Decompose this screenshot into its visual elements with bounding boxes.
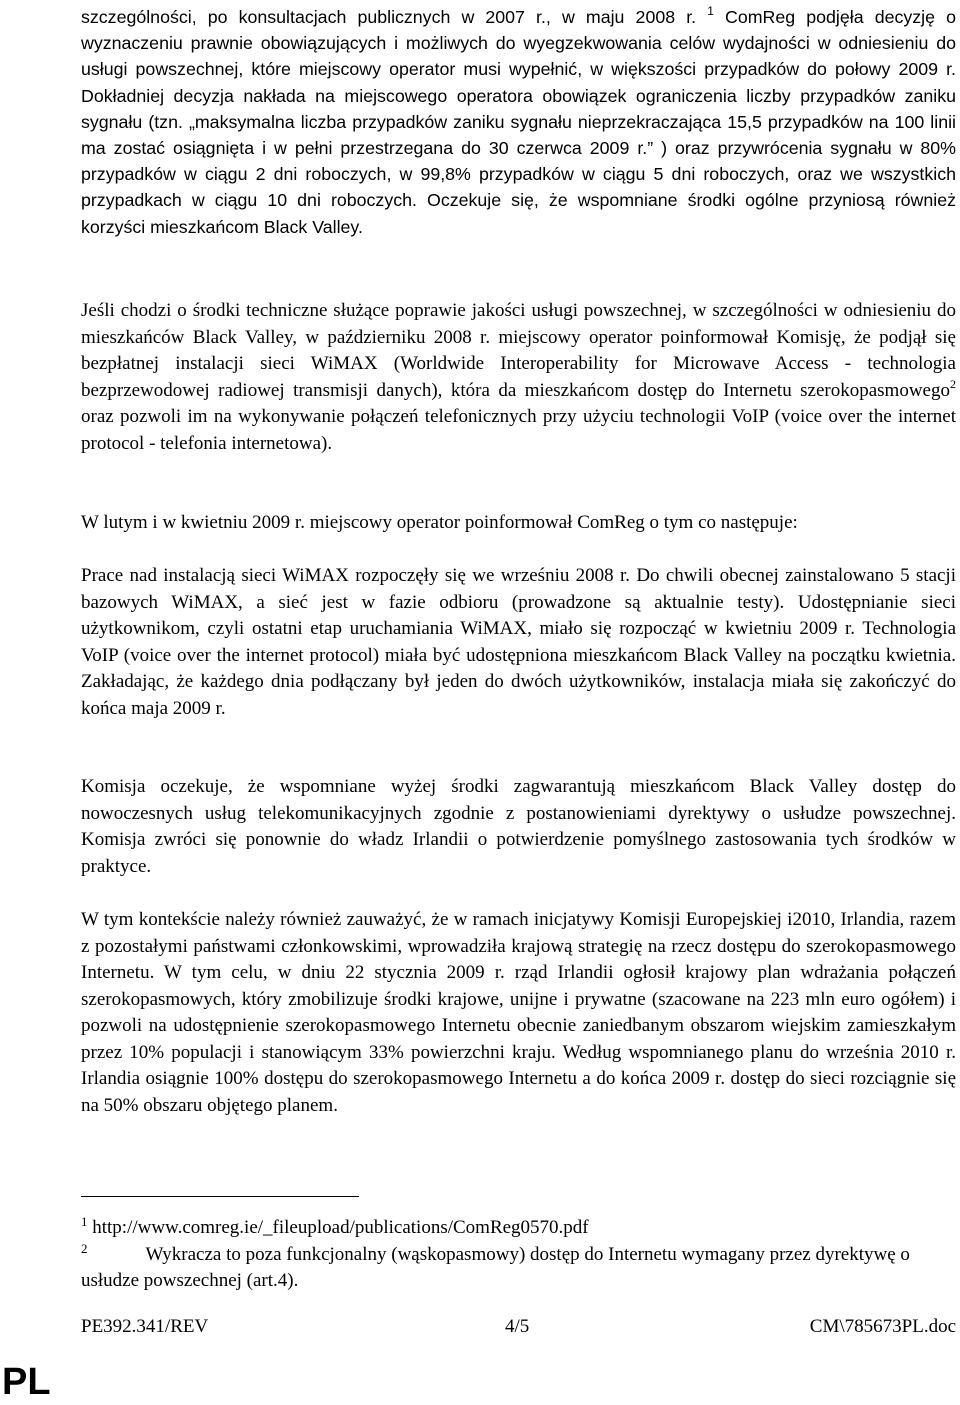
- language-mark: PL: [2, 1361, 51, 1403]
- footnote-text: Wykracza to poza funkcjonalny (wąskopasmowy) dostęp do Internetu wymagany przez dyrektywę o usłudze powszechnej (art.4).: [81, 1244, 910, 1291]
- footnote-number: 2: [81, 1241, 88, 1256]
- paragraph-commission-expectation: Komisja oczekuje, że wspomniane wyżej środki zagwarantują mieszkańcom Black Valley dostęp do nowoczesnych usług telekomunikacyjnych zgodnie z postanowieniami dyrektywy o usłudze powszechnej. Komisja zwróci się ponownie do władz Irlandii o potwierdzenie pomyślnego zastosowania tych środków w praktyce.: [81, 776, 956, 877]
- footnote-separator: [81, 1196, 359, 1197]
- paragraph-operator-report: W lutym i w kwietniu 2009 r. miejscowy operator poinformował ComReg o tym co następuje:: [81, 512, 798, 533]
- footnote-number: 1: [81, 1214, 88, 1229]
- footer-doc-ref: PE392.341/REV: [81, 1316, 209, 1337]
- paragraph-text: szczególności, po konsultacjach publicznych w 2007 r., w maju 2008 r.: [81, 7, 697, 27]
- footer-page-number: 4/5: [505, 1316, 530, 1337]
- footnote-link[interactable]: http://www.comreg.ie/_fileupload/publications/ComReg0570.pdf: [92, 1217, 589, 1238]
- paragraph-text: ComReg podjęła decyzję o wyznaczeniu prawnie obowiązujących i możliwych do wyegzekwowania celów wydajności w odniesieniu do usługi powszechnej, które miejscowy operator musi wypełnić, w większości przypadków do połowy 2009 r. Dokładniej decyzja nakłada na miejscowego operatora obowiązek ograniczenia liczby przypadków zaniku sygnału (tzn. „maksymalna liczba przypadków zaniku sygnału nieprzekraczająca 15,5 przypadków na 100 linii ma zostać osiągnięta i w pełni przestrzegana do 30 czerwca 2009 r.” ) oraz przywrócenia sygnału w 80% przypadków w ciągu 2 dni roboczych, w 99,8% przypadków w ciągu 5 dni roboczych, oraz we wszystkich przypadkach w ciągu 10 dni roboczych. Oczekuje się, że wspomniane środki ogólne przyniosą również korzyści mieszkańcom Black Valley.: [81, 7, 956, 237]
- footnote-ref-2: 2: [950, 376, 956, 391]
- page-footer: [81, 1314, 956, 1340]
- paragraph-text: oraz pozwoli im na wykonywanie połączeń telefonicznych przy użyciu technologii VoIP (voice over the internet protocol - telefonia internetowa).: [81, 406, 956, 454]
- paragraph-text: Jeśli chodzi o środki techniczne służące poprawie jakości usługi powszechnej, w szczególności w odniesieniu do mieszkańców Black Valley, w październiku 2008 r. miejscowy operator poinformował Komisję, że podjął się bezpłatnej instalacji sieci WiMAX (Worldwide Interoperability for Microwave Access - technologia bezprzewodowej radiowej transmisji danych), która da mieszkańcom dostęp do Internetu szerokopasmowego: [81, 300, 956, 401]
- paragraph-wimax-status: Prace nad instalacją sieci WiMAX rozpoczęły się we wrześniu 2008 r. Do chwili obecnej zainstalowano 5 stacji bazowych WiMAX, a sieć jest w fazie odbioru (prowadzone są aktualnie testy). Udostępnianie sieci użytkownikom, czyli ostatni etap uruchamiania WiMAX, miało się rozpocząć w kwietniu 2009 r. Technologia VoIP (voice over the internet protocol) miała być udostępniona mieszkańcom Black Valley na początku kwietnia. Zakładając, że każdego dnia podłączany był jeden do dwóch użytkowników, instalacja miała się zakończyć do końca maja 2009 r.: [81, 565, 956, 719]
- footer-file-name: CM\785673PL.doc: [809, 1316, 956, 1337]
- footnote-2: [81, 1236, 956, 1294]
- paragraph-technical-measures: [81, 298, 956, 457]
- paragraph-comreg-decision: [81, 4, 956, 240]
- footnote-ref-1: 1: [707, 4, 714, 18]
- paragraph-broadband-strategy: W tym kontekście należy również zauważyć, że w ramach inicjatywy Komisji Europejskiej i2010, Irlandia, razem z pozostałymi państwami członkowskimi, wprowadziła krajową strategię na rzecz dostępu do szerokopasmowego Internetu. W tym celu, w dniu 22 stycznia 2009 r. rząd Irlandii ogłosił krajowy plan wdrażania połączeń szerokopasmowych, który zmobilizuje środki krajowe, unijne i prywatne (szacowane na 223 mln euro ogółem) i pozwoli na udostępnienie szerokopasmowego Internetu obecnie zaniedbanym obszarom wiejskim zamieszkałym przez 10% populacji i stanowiącym 33% powierzchni kraju. Według wspomnianego planu do września 2010 r. Irlandia osiągnie 100% dostępu do szerokopasmowego Internetu a do końca 2009 r. dostęp do sieci rozciągnie się na 50% obszaru objętego planem.: [81, 909, 956, 1116]
